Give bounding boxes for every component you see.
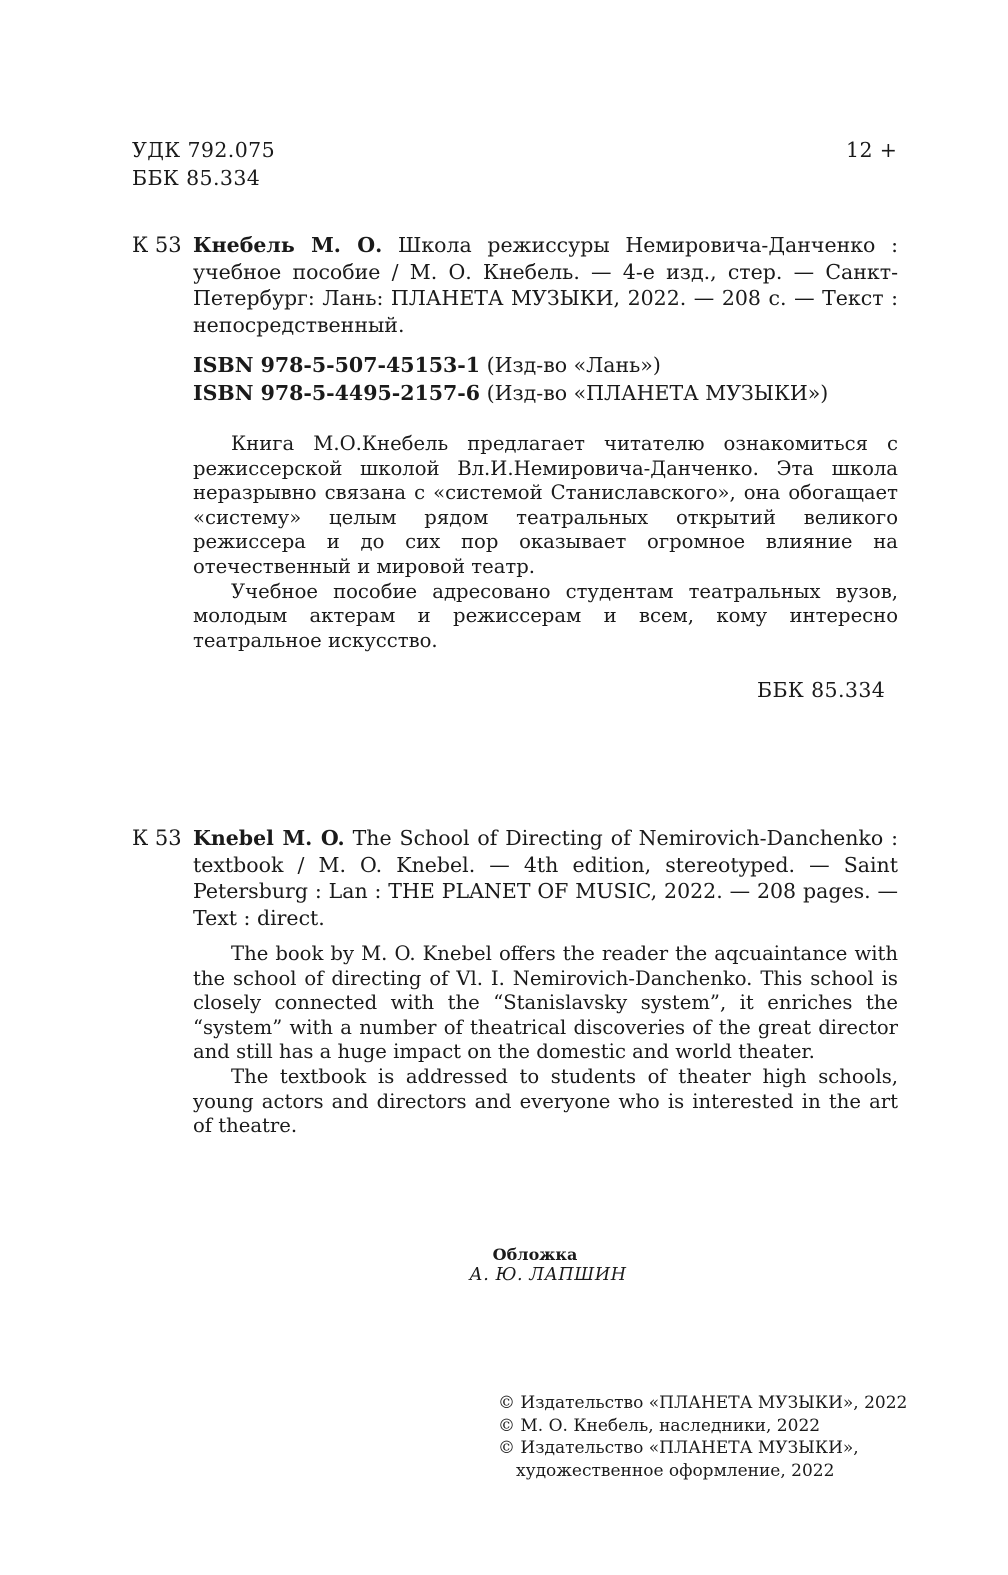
copyright-line-3: © Издательство «ПЛАНЕТА МУЗЫКИ», — [498, 1438, 859, 1458]
isbn-number-1: ISBN 978-5-507-45153-1 — [193, 353, 481, 377]
ru-bbk-footer: ББК 85.334 — [757, 678, 886, 702]
copyright-block — [498, 1392, 907, 1482]
copyright-line-1: © Издательство «ПЛАНЕТА МУЗЫКИ», 2022 — [498, 1393, 908, 1413]
en-annotation-paragraph-2: The textbook is addressed to students of theater high schools, young actors and directors and everyone who is interested in the art of theatre. — [193, 1064, 898, 1138]
ru-annotation-paragraph-1: Книга М.О.Кнебель предлагает читателю ознакомиться с режиссерской школой Вл.И.Немировича-Данченко. Эта школа неразрывно связана с «системой Станиславского», она обогащает «систему» целым рядом театральных открытий великого режиссера и до сих пор оказывает огромное влияние на отечественный и мировой театр. — [193, 432, 898, 578]
isbn-publisher-1: (Изд-во «Лань») — [486, 353, 661, 377]
en-author: Knebel M. O. — [193, 826, 345, 850]
ru-annotation — [193, 432, 898, 653]
ru-title: Школа режиссуры Немировича-Данченко : учебное пособие / М. О. Кнебель. — 4-е изд., стер. — Санкт-Петербург: Лань: ПЛАНЕТА МУЗЫКИ, 2022. — 208 с. — Текст : непосредственный. — [193, 233, 898, 337]
cover-designer: А. Ю. ЛАПШИН — [469, 1265, 627, 1285]
isbn-number-2: ISBN 978-5-4495-2157-6 — [193, 381, 481, 405]
en-entry-key: К 53 — [132, 826, 182, 850]
ru-entry-key: К 53 — [132, 233, 182, 257]
en-annotation — [193, 942, 898, 1139]
copyright-line-2: © М. О. Кнебель, наследники, 2022 — [498, 1415, 821, 1436]
en-bibliographic-record — [193, 825, 898, 931]
udk-code: УДК 792.075 — [132, 138, 276, 162]
en-title: The School of Directing of Nemirovich-Danchenko : textbook / M. O. Knebel. — 4th edition, stereotyped. — Saint Petersburg : Lan : THE PLANET OF MUSIC, 2022. — 208 pages. — Text : direct. — [193, 826, 899, 930]
ru-annotation-paragraph-2: Учебное пособие адресовано студентам театральных вузов, молодым актерам и режиссерам и всем, кому интересно театральное искусство. — [193, 579, 898, 652]
isbn-line-2 — [193, 380, 828, 407]
cover-label: Обложка — [492, 1245, 578, 1264]
bbk-code: ББК 85.334 — [132, 166, 261, 190]
ru-author: Кнебель М. О. — [193, 233, 383, 257]
isbn-publisher-2: (Изд-во «ПЛАНЕТА МУЗЫКИ») — [486, 381, 829, 405]
ru-bibliographic-record — [193, 232, 898, 338]
copyright-line-4: художественное оформление, 2022 — [516, 1460, 835, 1481]
isbn-line-1 — [193, 352, 661, 379]
en-annotation-paragraph-1: The book by M. O. Knebel offers the reader the aqcuaintance with the school of directing of Vl. I. Nemirovich-Danchenko. This school is closely connected with the “Stanislavsky system”, it enriches the “system” with a number of theatrical discoveries of the great director and still has a huge impact on the domestic and world theater. — [193, 942, 898, 1064]
age-rating: 12 + — [846, 138, 898, 162]
